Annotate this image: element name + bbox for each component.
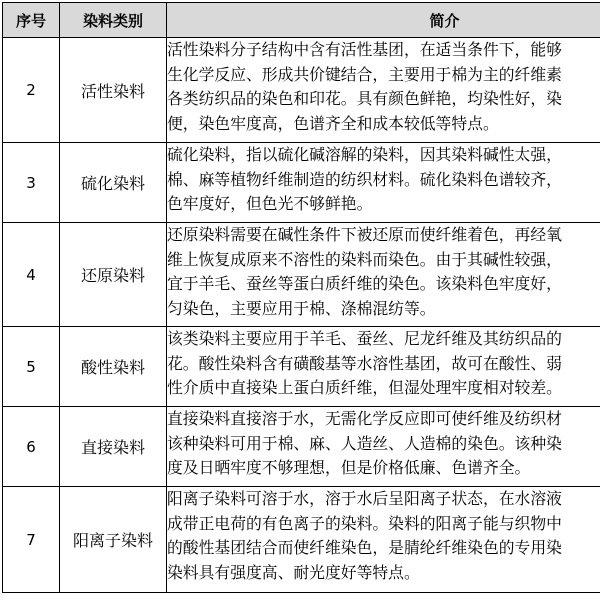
dye-category: 活性染料 [60,38,167,143]
row-number: 2 [3,38,60,143]
table-row [3,38,600,143]
intro-line: 直接染料直接溶于水，无需化学反应即可使纤维及纺织材 [167,409,562,428]
intro-line: 染料具有强度高、耐光度好等特点。 [167,562,420,582]
header-intro: 简介 [167,3,600,38]
dye-intro [167,38,600,143]
table-row [3,327,600,407]
row-number: 5 [3,327,60,407]
row-number: 4 [3,223,60,327]
dye-category: 硫化染料 [60,143,167,223]
table-row [3,223,600,327]
row-number: 6 [3,407,60,487]
dye-intro [167,487,600,593]
table-row [3,487,600,593]
intro-line: 该类染料主要应用于羊毛、蚕丝、尼龙纤维及其纺织品的 [167,329,562,348]
table-row [3,143,600,223]
dye-intro [167,223,600,327]
intro-line: 性介质中直接染上蛋白质纤维，但湿处理牢度相对较差。 [167,378,562,398]
intro-line: 度及日晒牢度不够理想，但是价格低廉、色谱齐全。 [167,458,531,478]
header-row [3,3,600,38]
intro-line: 的酸性基团结合而使纤维染色，是腈纶纤维染色的专用染 [167,538,562,558]
row-number: 7 [3,487,60,593]
intro-line: 活性染料分子结构中含有活性基团，在适当条件下，能够 [167,40,562,59]
dye-category: 阳离子染料 [60,487,167,593]
intro-line: 维上恢复成原来不溶性的染料而染色。由于其碱性较强， [167,249,562,269]
intro-line: 棉、麻等植物纤维制造的纺织材料。硫化染料色谱较齐， [167,169,562,189]
intro-line: 便，染色牢度高，色谱齐全和成本较低等特点。 [167,113,499,133]
row-number: 3 [3,143,60,223]
intro-line: 生化学反应、形成共价键结合，主要用于棉为主的纤维素 [167,64,562,84]
table-row [3,407,600,487]
dye-category: 酸性染料 [60,327,167,407]
intro-line: 硫化染料，指以硫化碱溶解的染料，因其染料碱性太强， [167,145,562,164]
intro-line: 花。酸性染料含有磺酸基等水溶性基团，故可在酸性、弱 [167,353,562,373]
dye-intro [167,407,600,487]
intro-line: 各类纺织品的染色和印花。具有颜色鲜艳，均染性好，染 [167,89,562,109]
dye-category: 直接染料 [60,407,167,487]
dye-intro [167,143,600,223]
intro-line: 该种染料可用于棉、麻、人造丝、人造棉的染色。该种染 [167,433,562,453]
intro-line: 匀染色，主要应用于棉、涤棉混纺等。 [167,298,436,318]
dye-category: 还原染料 [60,223,167,327]
header-category: 染料类别 [60,3,167,38]
intro-line: 色牢度好，但色光不够鲜艳。 [167,194,373,214]
dye-intro [167,327,600,407]
intro-line: 还原染料需要在碱性条件下被还原而使纤维着色，再经氧 [167,225,562,244]
intro-line: 宜于羊毛、蚕丝等蛋白质纤维的染色。该染料色牢度好， [167,274,562,294]
intro-line: 阳离子染料可溶于水，溶于水后呈阳离子状态，在水溶液 [167,489,562,508]
header-num: 序号 [3,3,60,38]
dye-table [2,2,600,593]
intro-line: 成带正电荷的有色离子的染料。染料的阳离子能与织物中 [167,513,562,533]
